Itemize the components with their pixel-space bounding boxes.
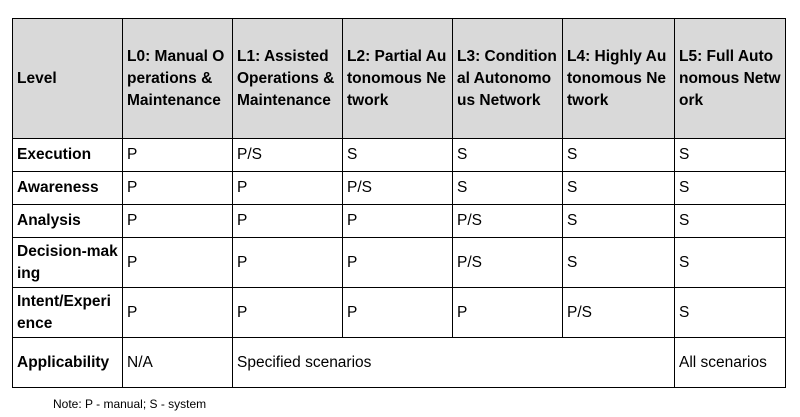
cell-l2: P [343,205,453,238]
cell-l4: P/S [563,288,675,338]
cell-l5: S [675,172,786,205]
header-l1: L1: Assisted Operations & Maintenance [233,19,343,139]
cell-l3: S [453,172,563,205]
header-level: Level [13,19,123,139]
cell-l1: P [233,288,343,338]
cell-l0: P [123,139,233,172]
row-label: Analysis [13,205,123,238]
cell-l3: S [453,139,563,172]
cell-l3: P [453,288,563,338]
cell-l1: P [233,172,343,205]
header-l5: L5: Full Autonomous Network [675,19,786,139]
header-l4: L4: Highly Autonomous Network [563,19,675,139]
header-l2: L2: Partial Autonomous Network [343,19,453,139]
cell-l3: P/S [453,238,563,288]
row-execution [13,139,786,172]
cell-l2: P [343,288,453,338]
row-label: Intent/Experience [13,288,123,338]
cell-l4: S [563,205,675,238]
autonomy-levels-table [12,18,786,388]
row-analysis [13,205,786,238]
cell-l4: S [563,238,675,288]
row-label: Execution [13,139,123,172]
cell-l1: P [233,205,343,238]
cell-l1: P/S [233,139,343,172]
cell-l2: P/S [343,172,453,205]
cell-applicability-specified: Specified scenarios [233,338,675,388]
cell-l3: P/S [453,205,563,238]
cell-l2: S [343,139,453,172]
table-note: Note: P - manual; S - system [53,397,207,411]
row-decision-making [13,238,786,288]
header-l3: L3: Conditional Autonomous Network [453,19,563,139]
cell-applicability-l0: N/A [123,338,233,388]
cell-l0: P [123,205,233,238]
cell-l5: S [675,205,786,238]
cell-l5: S [675,288,786,338]
row-intent-experience [13,288,786,338]
row-label: Awareness [13,172,123,205]
row-label: Applicability [13,338,123,388]
cell-l5: S [675,238,786,288]
cell-l5: S [675,139,786,172]
cell-l4: S [563,139,675,172]
cell-l1: P [233,238,343,288]
cell-l0: P [123,238,233,288]
header-row [13,19,786,139]
cell-l2: P [343,238,453,288]
cell-applicability-l5: All scenarios [675,338,786,388]
cell-l0: P [123,172,233,205]
cell-l4: S [563,172,675,205]
cell-l0: P [123,288,233,338]
row-label: Decision-making [13,238,123,288]
header-l0: L0: Manual Operations & Maintenance [123,19,233,139]
row-applicability [13,338,786,388]
row-awareness [13,172,786,205]
